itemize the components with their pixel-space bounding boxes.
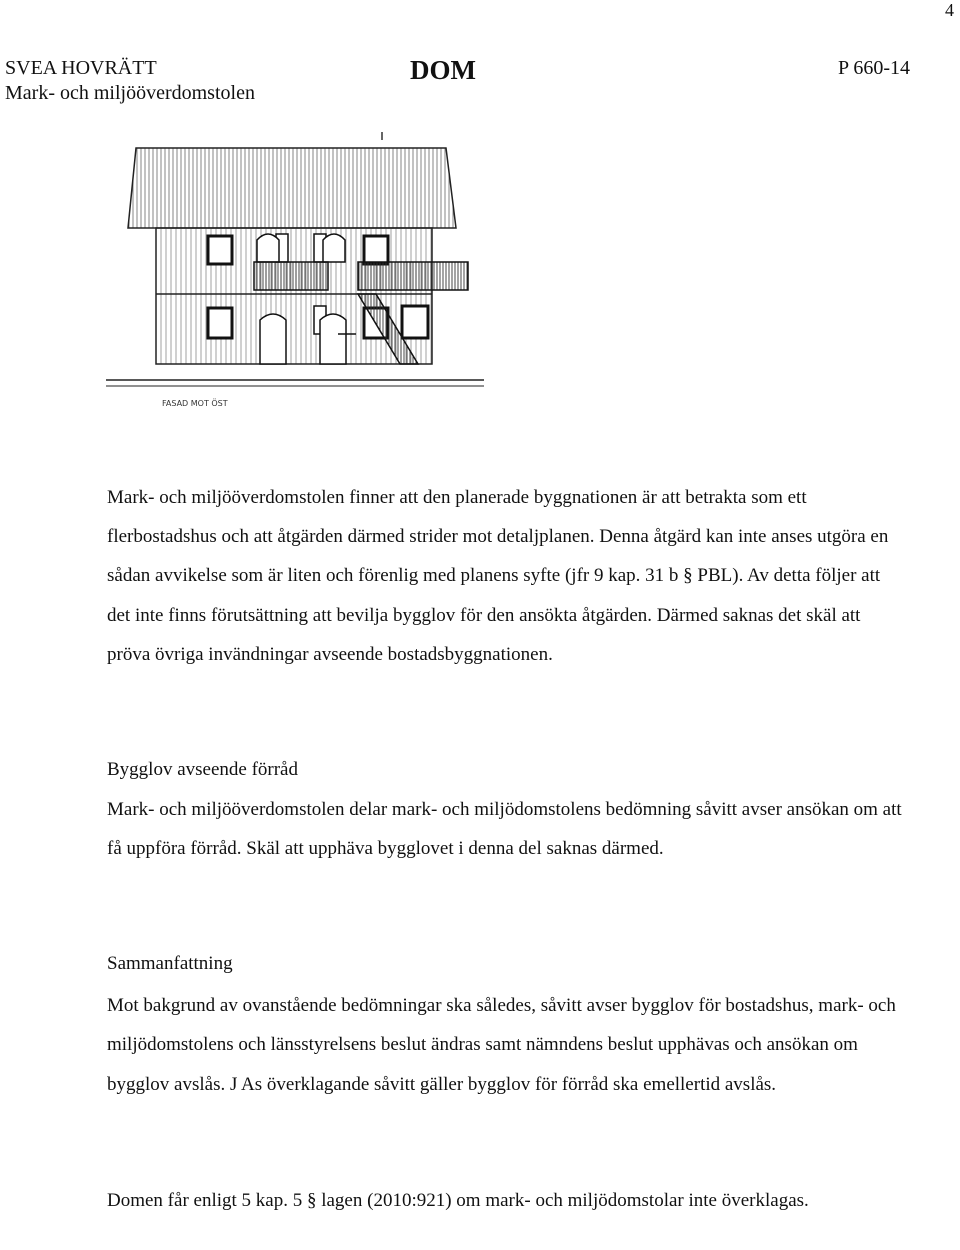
paragraph-2 — [107, 790, 907, 869]
paragraph-4 — [107, 1182, 907, 1219]
court-division: Mark- och miljööverdomstolen — [5, 82, 255, 104]
court-name: SVEA HOVRÄTT — [5, 57, 157, 79]
heading-1-text: Bygglov avseende förråd — [107, 759, 298, 780]
paragraph-1-text: Mark- och miljööverdomstolen finner att den planerade byggnationen är att betrakta som ett flerbostadshus och att åtgärden därmed strider mot detaljplanen. Denna åtgärd kan inte anses utgöra en sådan avvikelse som är liten och förenlig med planens syfte (jfr 9 kap. 31 b § PBL). Av detta följer att det inte finns förutsättning att bevilja bygglov för den ansökta åtgärden. Därmed saknas det skäl att pröva övriga invändningar avseende bostadsbyggnationen. — [107, 487, 889, 665]
paragraph-3 — [107, 986, 907, 1104]
drawing-caption: FASAD MOT ÖST — [162, 399, 228, 408]
heading-sammanfattning — [107, 952, 907, 976]
paragraph-1 — [107, 478, 907, 674]
heading-bygglov-forrad — [107, 758, 907, 782]
paragraph-2-text: Mark- och miljööverdomstolen delar mark- och miljödomstolens bedömning såvitt avser ansökan om att få uppföra förråd. Skäl att upphäva bygglovet i denna del saknas därmed. — [107, 799, 902, 860]
case-number: P 660-14 — [838, 57, 911, 79]
document-type: DOM — [410, 55, 476, 85]
facade-drawing — [100, 128, 490, 428]
paragraph-3-text: Mot bakgrund av ovanstående bedömningar ska således, såvitt avser bygglov för bostadshus, mark- och miljödomstolens och länsstyrelsens beslut ändras samt nämndens beslut upphävas och ansökan om bygglov avslås. J As överklagande såvitt gäller bygglov för förråd ska emellertid avslås. — [107, 995, 896, 1095]
page-number: 4 — [945, 0, 954, 20]
paragraph-4-text: Domen får enligt 5 kap. 5 § lagen (2010:921) om mark- och miljödomstolar inte överklagas. — [107, 1190, 809, 1211]
heading-2-text: Sammanfattning — [107, 953, 233, 974]
